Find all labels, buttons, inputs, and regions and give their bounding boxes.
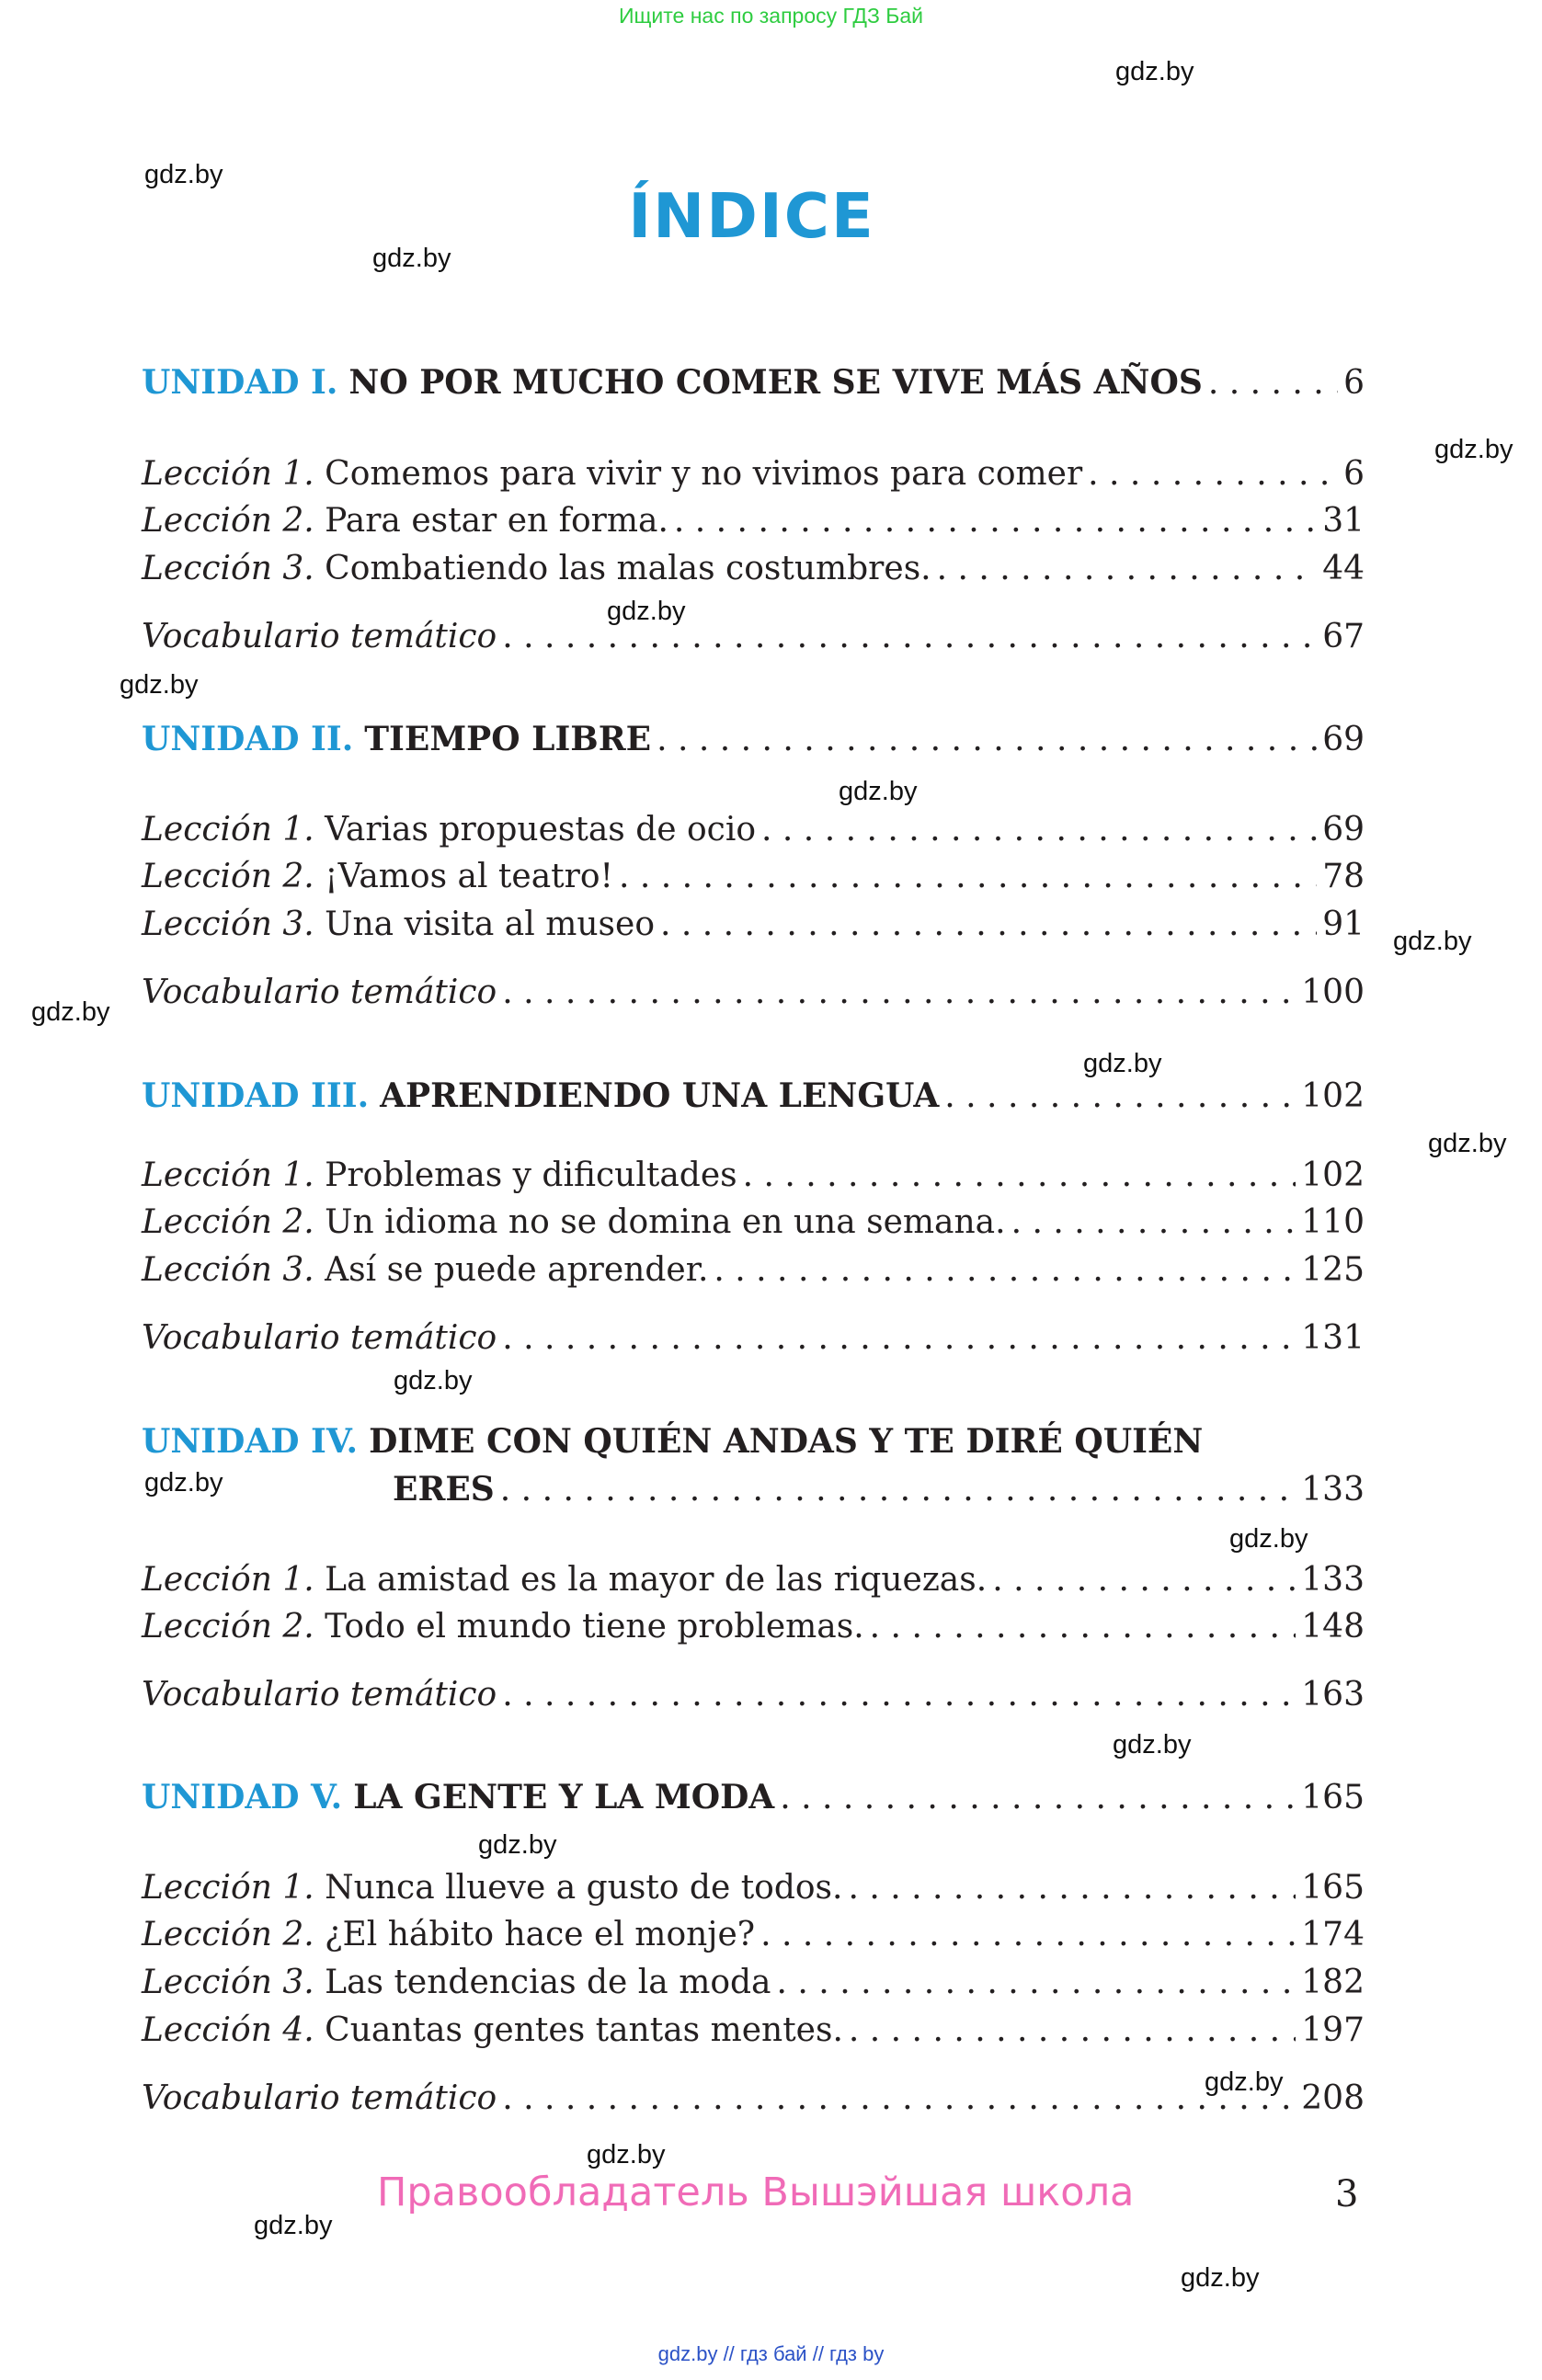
lesson-label: Lección 1. (142, 1561, 314, 1599)
leader-dots (502, 969, 1296, 1017)
unit-title-continued: ERES (393, 1470, 495, 1509)
watermark: gdz.by (372, 244, 451, 273)
watermark: gdz.by (839, 777, 918, 806)
page-number: 67 (1322, 618, 1365, 655)
leader-dots (660, 901, 1317, 949)
leader-dots (743, 1152, 1296, 1200)
toc-unit-1 (142, 359, 1365, 406)
lesson-title: Para estar en forma. (325, 502, 668, 540)
watermark: gdz.by (1229, 1524, 1308, 1554)
watermark: gdz.by (1083, 1049, 1162, 1078)
lesson-label: Lección 1. (142, 1156, 314, 1194)
lesson-title: ¿El hábito hace el monje? (325, 1916, 756, 1953)
lesson-label: Lección 2. (142, 1916, 314, 1953)
leader-dots (674, 497, 1317, 545)
watermark: gdz.by (1205, 2067, 1284, 2097)
leader-dots (848, 1864, 1296, 1912)
leader-dots (992, 1556, 1296, 1604)
copyright-notice: Правообладатель Вышэйшая школа (377, 2169, 1135, 2215)
toc-lesson (142, 1247, 1365, 1294)
lesson-title: Una visita al museo (325, 905, 655, 943)
leader-dots (500, 1466, 1296, 1514)
vocab-label: Vocabulario temático (142, 974, 497, 1011)
footer-links[interactable]: gdz.by // гдз бай // гдз by (657, 2342, 885, 2365)
page-number: 208 (1301, 2079, 1365, 2117)
watermark: gdz.by (120, 670, 199, 700)
lesson-title: Comemos para vivir y no vivimos para comer (325, 455, 1083, 493)
top-banner[interactable]: Ищите нас по запросу ГДЗ Бай (618, 4, 924, 28)
leader-dots (944, 1073, 1296, 1121)
vocab-label: Vocabulario temático (142, 1676, 497, 1714)
lesson-title: Todo el mundo tiene problemas. (325, 1608, 864, 1646)
toc-lesson (142, 1864, 1365, 1912)
unit-title: DIME CON QUIÉN ANDAS Y TE DIRÉ QUIÉN (369, 1422, 1204, 1461)
page-number: 131 (1301, 1319, 1365, 1357)
lesson-label: Lección 1. (142, 1869, 314, 1907)
toc-lesson (142, 1959, 1365, 2007)
toc-vocab (142, 969, 1365, 1017)
lesson-label: Lección 3. (142, 550, 314, 587)
page-number: 78 (1322, 858, 1365, 895)
lesson-title: La amistad es la mayor de las riquezas. (325, 1561, 988, 1599)
watermark: gdz.by (1181, 2263, 1260, 2293)
lesson-label: Lección 2. (142, 1608, 314, 1646)
lesson-label: Lección 3. (142, 1251, 314, 1289)
toc-unit-5 (142, 1773, 1365, 1821)
leader-dots (657, 716, 1317, 764)
leader-dots (502, 613, 1317, 661)
lesson-title: Así se puede aprender. (325, 1251, 709, 1289)
page-number: 31 (1322, 502, 1365, 540)
watermark: gdz.by (254, 2211, 333, 2240)
leader-dots (502, 2075, 1296, 2123)
watermark: gdz.by (1113, 1730, 1192, 1759)
watermark: gdz.by (394, 1366, 473, 1395)
page-title: ÍNDICE (628, 180, 875, 252)
leader-dots (870, 1603, 1296, 1651)
watermark: gdz.by (144, 160, 223, 189)
unit-label: UNIDAD I. (142, 363, 338, 402)
watermark: gdz.by (587, 2140, 666, 2169)
page-number-footer: 3 (1335, 2173, 1359, 2215)
page-number: 91 (1322, 905, 1365, 943)
lesson-title: Varias propuestas de ocio (325, 811, 757, 848)
leader-dots (777, 1959, 1296, 2007)
toc-vocab (142, 613, 1365, 661)
lesson-title: Las tendencias de la moda (325, 1964, 771, 2001)
page-number: 197 (1301, 2011, 1365, 2049)
leader-dots (1208, 359, 1338, 407)
leader-dots (760, 1911, 1296, 1959)
toc-lesson (142, 1199, 1365, 1247)
toc-lesson (142, 1152, 1365, 1200)
unit-label: UNIDAD IV. (142, 1422, 359, 1461)
lesson-title: Nunca llueve a gusto de todos. (325, 1869, 843, 1907)
lesson-label: Lección 1. (142, 455, 314, 493)
leader-dots (502, 1315, 1296, 1362)
toc-lesson (142, 853, 1365, 901)
watermark: gdz.by (1434, 435, 1513, 464)
lesson-title: Un idioma no se domina en una semana. (325, 1203, 1006, 1241)
lesson-label: Lección 3. (142, 905, 314, 943)
unit-title: APRENDIENDO UNA LENGUA (380, 1076, 940, 1115)
unit-title: TIEMPO LIBRE (364, 720, 652, 758)
page-number: 69 (1322, 811, 1365, 848)
toc-lesson (142, 1911, 1365, 1959)
watermark: gdz.by (607, 597, 686, 626)
watermark: gdz.by (1428, 1129, 1507, 1158)
page-number: 6 (1343, 455, 1365, 493)
watermark: gdz.by (144, 1468, 223, 1497)
toc-lesson (142, 2007, 1365, 2055)
leader-dots (1011, 1199, 1296, 1247)
toc-lesson (142, 545, 1365, 593)
lesson-title: Combatiendo las malas costumbres. (325, 550, 931, 587)
unit-label: UNIDAD II. (142, 720, 354, 758)
page-number: 133 (1301, 1561, 1365, 1599)
watermark: gdz.by (478, 1830, 557, 1860)
page-number: 102 (1301, 1156, 1365, 1194)
toc-lesson (142, 450, 1365, 498)
lesson-label: Lección 2. (142, 502, 314, 540)
lesson-label: Lección 1. (142, 811, 314, 848)
page-number: 125 (1301, 1251, 1365, 1289)
lesson-label: Lección 2. (142, 1203, 314, 1241)
page-number: 69 (1322, 721, 1365, 758)
page-number: 148 (1301, 1608, 1365, 1646)
toc-unit-2 (142, 715, 1365, 763)
toc-lesson (142, 806, 1365, 854)
toc-vocab (142, 1315, 1365, 1362)
page-number: 102 (1301, 1077, 1365, 1115)
lesson-title: ¡Vamos al teatro! (325, 858, 613, 895)
toc-vocab (142, 1671, 1365, 1719)
leader-dots (502, 1671, 1296, 1719)
lesson-title: Problemas y dificultades (325, 1156, 737, 1194)
watermark: gdz.by (1393, 927, 1472, 956)
page-number: 174 (1301, 1916, 1365, 1953)
leader-dots (619, 853, 1317, 901)
page-number: 44 (1322, 550, 1365, 587)
page-number: 6 (1343, 364, 1365, 402)
leader-dots (780, 1774, 1296, 1822)
page-number: 100 (1301, 974, 1365, 1011)
vocab-label: Vocabulario temático (142, 1319, 497, 1357)
unit-title: LA GENTE Y LA MODA (353, 1778, 775, 1816)
lesson-label: Lección 2. (142, 858, 314, 895)
toc-lesson (142, 1603, 1365, 1651)
lesson-label: Lección 4. (142, 2011, 314, 2049)
leader-dots (714, 1247, 1296, 1294)
lesson-label: Lección 3. (142, 1964, 314, 2001)
watermark: gdz.by (1115, 57, 1194, 86)
leader-dots (1088, 450, 1338, 498)
unit-label: UNIDAD III. (142, 1076, 370, 1115)
toc-vocab (142, 2075, 1365, 2123)
toc-unit-3 (142, 1072, 1365, 1120)
unit-title: NO POR MUCHO COMER SE VIVE MÁS AÑOS (348, 363, 1203, 402)
toc-unit-4 (142, 1418, 1365, 1514)
toc-lesson (142, 1556, 1365, 1604)
leader-dots (937, 545, 1318, 593)
leader-dots (761, 806, 1317, 854)
vocab-label: Vocabulario temático (142, 618, 497, 655)
page-number: 165 (1301, 1779, 1365, 1816)
leader-dots (849, 2007, 1296, 2055)
lesson-title: Cuantas gentes tantas mentes. (325, 2011, 843, 2049)
page-number: 165 (1301, 1869, 1365, 1907)
watermark: gdz.by (31, 997, 110, 1027)
page-number: 182 (1301, 1964, 1365, 2001)
page-number: 110 (1301, 1203, 1365, 1241)
toc-lesson (142, 901, 1365, 949)
toc-lesson (142, 497, 1365, 545)
vocab-label: Vocabulario temático (142, 2079, 497, 2117)
page-number: 163 (1301, 1676, 1365, 1714)
unit-label: UNIDAD V. (142, 1778, 343, 1816)
page-number: 133 (1301, 1471, 1365, 1509)
